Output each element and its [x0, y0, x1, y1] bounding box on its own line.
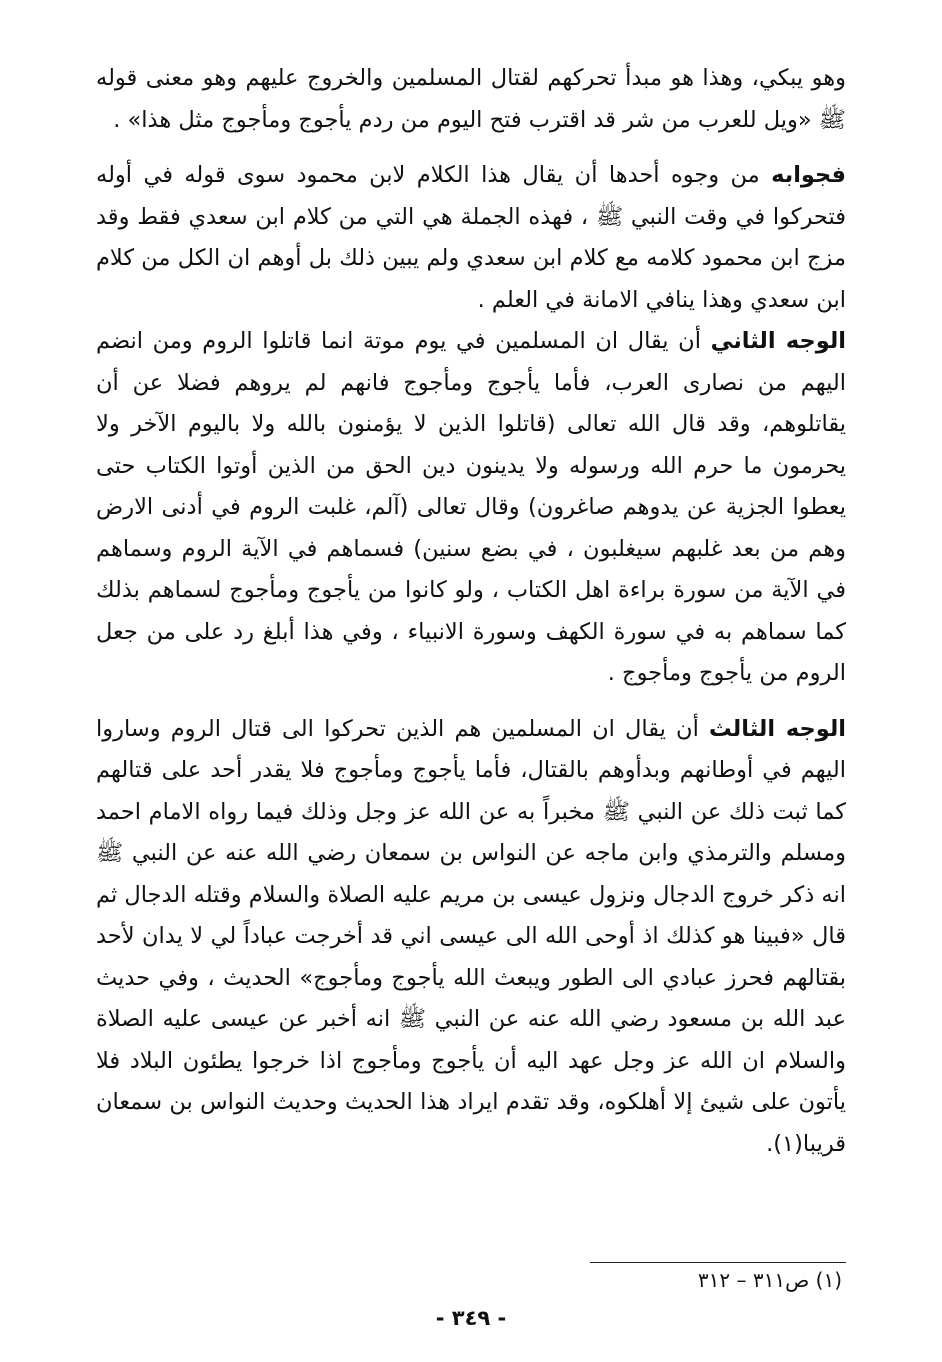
- paragraph-3-lead: الوجه الثاني: [710, 328, 847, 354]
- paragraph-3-body: أن يقال ان المسلمين في يوم موتة انما قاتلوا الروم ومن انضم اليهم من نصارى العرب، فأما يأجوج ومأجوج فانهم لم يروهم فضلا عن أن يقاتلوهم، وقد قال الله تعالى (قاتلوا الذين لا يؤمنون بالله ولا باليوم الآخر ولا يحرمون ما حرم الله ورسوله ولا يدينون دين الحق من الذين أوتوا الكتاب حتى يعطوا الجزية عن يدوهم صاغرون) وقال تعالى (آلم، غلبت الروم في أدنى الارض وهم من بعد غلبهم سيغلبون ، في بضع سنين) فسماهم في الآية الروم وسماهم في الآية من سورة براءة اهل الكتاب ، ولو كانوا من يأجوج ومأجوج لسماهم بذلك كما سماهم به في سورة الكهف وسورة الانبياء ، وفي هذا أبلغ رد على من جعل الروم من يأجوج ومأجوج .: [96, 328, 846, 686]
- paragraph-3: [96, 321, 846, 695]
- paragraph-2-lead: فجوابه: [771, 162, 846, 188]
- paragraph-1-body: وهو يبكي، وهذا هو مبدأ تحركهم لقتال المسلمين والخروج عليهم وهو معنى قوله ﷺ «ويل للعرب من شر قد اقترب فتح اليوم من ردم يأجوج ومأجوج مثل هذا» .: [96, 65, 846, 133]
- paragraph-2: [96, 155, 846, 321]
- main-text: [96, 58, 846, 1165]
- page-number: - ٣٤٩ -: [435, 1306, 507, 1330]
- footnote: (١) ص٣١١ – ٣١٢: [697, 1268, 842, 1292]
- paragraph-4-body: أن يقال ان المسلمين هم الذين تحركوا الى قتال الروم وساروا اليهم في أوطانهم وبدأوهم بالقتال، فأما يأجوج ومأجوج فلا يقدر أحد على قتالهم كما ثبت ذلك عن النبي ﷺ مخبراً به عن الله عز وجل وذلك فيما رواه الامام احمد ومسلم والترمذي وابن ماجه عن النواس بن سمعان رضي الله عنه عن النبي ﷺ انه ذكر خروج الدجال ونزول عيسى بن مريم عليه الصلاة والسلام وقتله الدجال ثم قال «فبينا هو كذلك اذ أوحى الله الى عيسى اني قد أخرجت عباداً لي لا يدان لأحد بقتالهم فحرز عبادي الى الطور ويبعث الله يأجوج ومأجوج» الحديث ، وفي حديث عبد الله بن مسعود رضي الله عنه عن النبي ﷺ انه أخبر عن عيسى عليه الصلاة والسلام ان الله عز وجل عهد اليه أن يأجوج ومأجوج اذا خرجوا يطئون البلاد فلا يأتون على شيئ إلا أهلكوه، وقد تقدم ايراد هذا الحديث وحديث النواس بن سمعان قريبا(١).: [96, 715, 846, 1157]
- paragraph-1: [96, 58, 846, 141]
- paragraph-4-lead: الوجه الثالث: [708, 715, 847, 742]
- paragraph-2-body: من وجوه أحدها أن يقال هذا الكلام لابن محمود سوى قوله في أوله فتحركوا في وقت النبي ﷺ ، فهذه الجملة هي التي من كلام ابن سعدي فقط وقد مزج ابن محمود كلامه مع كلام ابن سعدي ولم يبين ذلك بل أوهم ان الكل من كلام ابن سعدي وهذا ينافي الامانة في العلم .: [96, 162, 846, 313]
- paragraph-4: [96, 709, 846, 1166]
- footnote-divider: [590, 1262, 846, 1263]
